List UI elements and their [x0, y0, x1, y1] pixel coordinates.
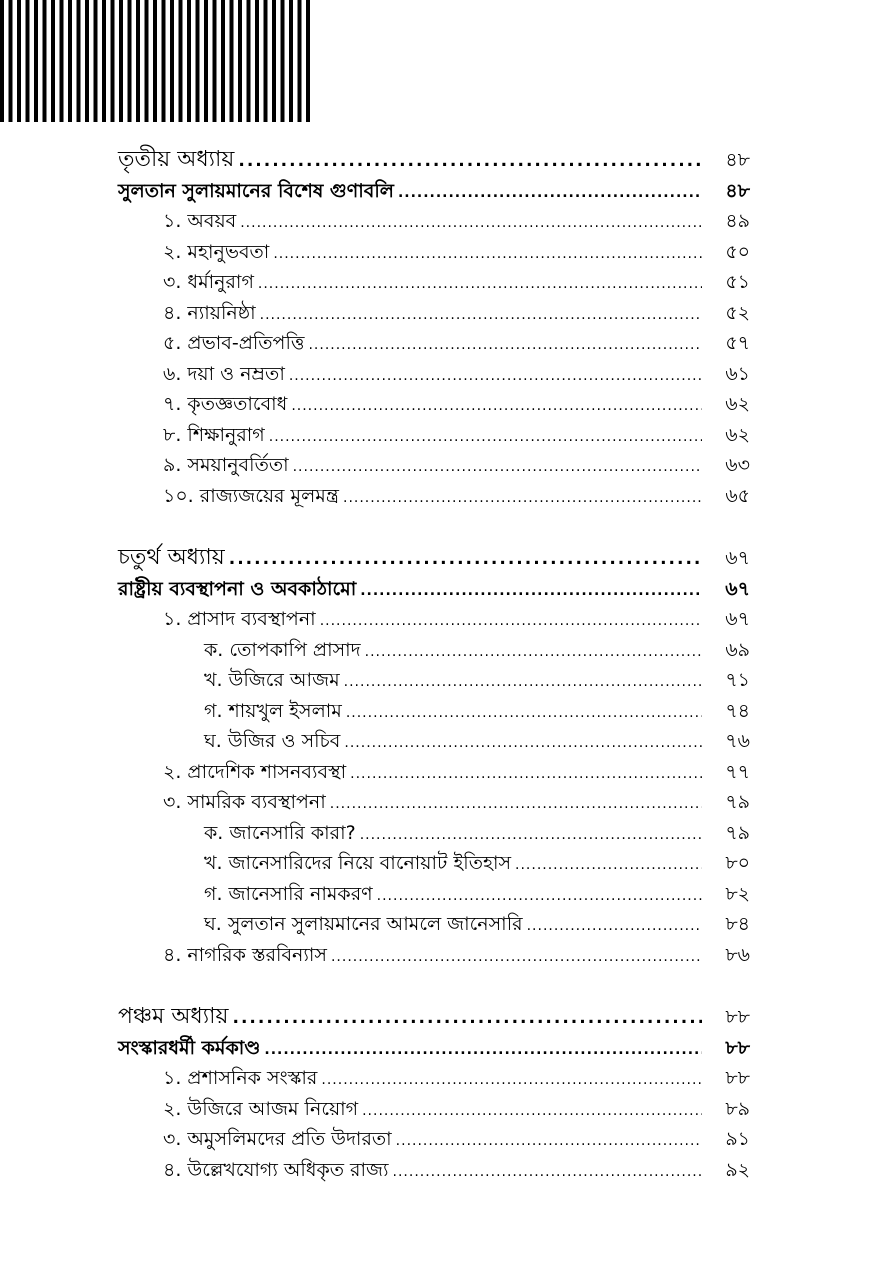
toc-entry[interactable] — [118, 267, 750, 298]
entry-title: রাষ্ট্রীয় ব্যবস্থাপনা ও অবকাঠামো — [118, 577, 357, 600]
dot-leader — [240, 208, 702, 239]
entry-title: ৭. কৃতজ্ঞতাবোধ — [163, 393, 288, 415]
entry-title: ৯. সময়ানুবর্তিতা — [163, 454, 289, 476]
toc-entry[interactable] — [118, 1094, 750, 1125]
dot-leader — [346, 698, 702, 729]
entry-title: ১. অবয়ব — [163, 210, 237, 232]
dot-leader — [396, 1126, 702, 1157]
dot-leader — [527, 911, 702, 942]
page-number: ৬৩ — [725, 454, 750, 476]
toc-entry[interactable] — [118, 359, 750, 390]
section-gap — [118, 970, 750, 1002]
toc-entry[interactable] — [118, 206, 750, 237]
dot-leader — [360, 576, 702, 607]
page-number: ৫০ — [725, 240, 750, 263]
toc-entry[interactable] — [118, 389, 750, 420]
entry-title: ঘ. উজির ও সচিব — [204, 730, 341, 752]
dot-leader — [260, 300, 702, 331]
dot-leader — [398, 178, 702, 209]
toc-entry[interactable] — [118, 481, 750, 512]
toc-entry[interactable] — [118, 879, 750, 910]
dot-leader — [308, 330, 702, 361]
entry-title: ১. প্রাসাদ ব্যবস্থাপনা — [163, 608, 316, 630]
chapter-entry[interactable] — [118, 543, 750, 574]
page-number: ৬৭ — [725, 608, 750, 630]
page-number: ৯১ — [725, 1128, 750, 1150]
toc-entry[interactable] — [118, 787, 750, 818]
page-number: ৭৯ — [725, 821, 750, 844]
entry-title: ঘ. সুলতান সুলায়মানের আমলে জানেসারি — [204, 913, 523, 935]
toc-entry[interactable] — [118, 237, 750, 268]
entry-title: ক. জানেসারি কারা? — [204, 821, 356, 844]
page-number: ৭৪ — [725, 699, 750, 722]
toc-entry[interactable] — [118, 604, 750, 635]
page-number: ৪৯ — [725, 210, 750, 232]
page-number: ৬১ — [725, 362, 750, 385]
page-number: ৮২ — [725, 882, 750, 905]
toc-entry[interactable] — [118, 696, 750, 727]
dot-leader — [320, 606, 702, 637]
page-number: ৭৭ — [725, 760, 750, 783]
toc-entry[interactable] — [118, 1063, 750, 1094]
dot-leader — [269, 422, 702, 453]
dot-leader — [273, 239, 702, 270]
page-number: ৭১ — [725, 669, 750, 691]
dot-leader — [360, 820, 702, 851]
heading-entry[interactable] — [118, 574, 750, 605]
dot-leader — [238, 146, 702, 177]
page-number: ৬৫ — [725, 484, 750, 507]
entry-title: ৪. নাগরিক স্তরবিন্যাস — [163, 943, 327, 966]
entry-title: চতুর্থ অধ্যায় — [118, 545, 225, 570]
page-number: ৮৯ — [725, 1097, 750, 1120]
page-number: ৬৭ — [725, 577, 750, 600]
heading-entry[interactable] — [118, 1033, 750, 1064]
dot-leader — [377, 881, 702, 912]
page-number: ৬৯ — [725, 638, 750, 661]
section-gap — [118, 511, 750, 543]
toc-entry[interactable] — [118, 909, 750, 940]
page-number: ৮৮ — [725, 1036, 750, 1059]
toc-entry[interactable] — [118, 298, 750, 329]
entry-title: গ. শায়খুল ইসলাম — [204, 699, 342, 722]
dot-leader — [365, 637, 702, 668]
toc-entry[interactable] — [118, 420, 750, 451]
entry-title: ১. প্রশাসনিক সংস্কার — [163, 1067, 318, 1089]
toc-entry[interactable] — [118, 940, 750, 971]
entry-title: ৪. ন্যায়নিষ্ঠা — [163, 301, 256, 324]
toc-entry[interactable] — [118, 818, 750, 849]
dot-leader — [515, 850, 702, 881]
entry-title: ৩. ধর্মানুরাগ — [163, 271, 254, 293]
decorative-stripes — [0, 0, 314, 122]
table-of-contents — [118, 145, 750, 1185]
page-number: ৮০ — [725, 852, 750, 874]
entry-title: খ. উজিরে আজম — [204, 669, 340, 691]
toc-entry[interactable] — [118, 635, 750, 666]
entry-title: ১০. রাজ্যজয়ের মূলমন্ত্র — [163, 484, 339, 507]
dot-leader — [258, 269, 702, 300]
dot-leader — [344, 667, 702, 698]
toc-entry[interactable] — [118, 848, 750, 879]
toc-entry[interactable] — [118, 1124, 750, 1155]
dot-leader — [321, 1065, 702, 1096]
entry-title: ৩. সামরিক ব্যবস্থাপনা — [163, 791, 326, 813]
page-number: ৯২ — [725, 1158, 750, 1181]
entry-title: ৬. দয়া ও নম্রতা — [163, 362, 285, 385]
dot-leader — [331, 942, 702, 973]
entry-title: তৃতীয় অধ্যায় — [118, 147, 235, 172]
dot-leader — [229, 544, 702, 575]
chapter-entry[interactable] — [118, 145, 750, 176]
page-number: ৮৮ — [725, 1067, 750, 1089]
page-number: ৫২ — [725, 301, 750, 324]
page-number: ৮৪ — [725, 913, 750, 935]
page-number: ৫৭ — [725, 332, 750, 354]
entry-title: ৮. শিক্ষানুরাগ — [163, 423, 265, 446]
dot-leader — [343, 483, 702, 514]
dot-leader — [393, 1157, 702, 1188]
entry-title: সংস্কারধর্মী কর্মকাণ্ড — [118, 1036, 261, 1059]
page-number: ৬৭ — [725, 547, 750, 569]
dot-leader — [293, 452, 702, 483]
entry-title: ৪. উল্লেখযোগ্য অধিকৃত রাজ্য — [163, 1158, 389, 1181]
entry-title: সুলতান সুলায়মানের বিশেষ গুণাবলি — [118, 179, 394, 202]
toc-entry[interactable] — [118, 1155, 750, 1186]
dot-leader — [330, 789, 702, 820]
entry-title: ২. মহানুভবতা — [163, 240, 270, 263]
heading-entry[interactable] — [118, 176, 750, 207]
dot-leader — [264, 1035, 702, 1066]
entry-title: ২. প্রাদেশিক শাসনব্যবস্থা — [163, 760, 347, 783]
dot-leader — [291, 391, 702, 422]
page-number: ৮৬ — [725, 943, 750, 966]
page-number: ৪৮ — [725, 149, 750, 171]
toc-entry[interactable] — [118, 757, 750, 788]
page-number: ৮৮ — [725, 1006, 750, 1028]
chapter-entry[interactable] — [118, 1002, 750, 1033]
page-number: ৫১ — [725, 271, 750, 293]
entry-title: ৫. প্রভাব-প্রতিপত্তি — [163, 332, 305, 354]
entry-title: ২. উজিরে আজম নিয়োগ — [163, 1097, 359, 1120]
dot-leader — [362, 1096, 702, 1127]
page-number: ৬২ — [725, 393, 750, 415]
dot-leader — [232, 1003, 702, 1034]
entry-title: গ. জানেসারি নামকরণ — [204, 882, 373, 905]
dot-leader — [289, 361, 702, 392]
entry-title: ৩. অমুসলিমদের প্রতি উদারতা — [163, 1128, 392, 1150]
dot-leader — [344, 728, 702, 759]
toc-entry[interactable] — [118, 726, 750, 757]
page-number: ৭৬ — [725, 730, 750, 752]
dot-leader — [350, 759, 702, 790]
entry-title: ক. তোপকাপি প্রাসাদ — [204, 638, 361, 661]
page-number: ৪৮ — [725, 179, 750, 202]
entry-title: খ. জানেসারিদের নিয়ে বানোয়াট ইতিহাস — [204, 852, 512, 874]
page-number: ৬২ — [725, 423, 750, 446]
page-number: ৭৯ — [725, 791, 750, 813]
toc-entry[interactable] — [118, 450, 750, 481]
toc-entry[interactable] — [118, 665, 750, 696]
toc-entry[interactable] — [118, 328, 750, 359]
entry-title: পঞ্চম অধ্যায় — [118, 1004, 229, 1029]
